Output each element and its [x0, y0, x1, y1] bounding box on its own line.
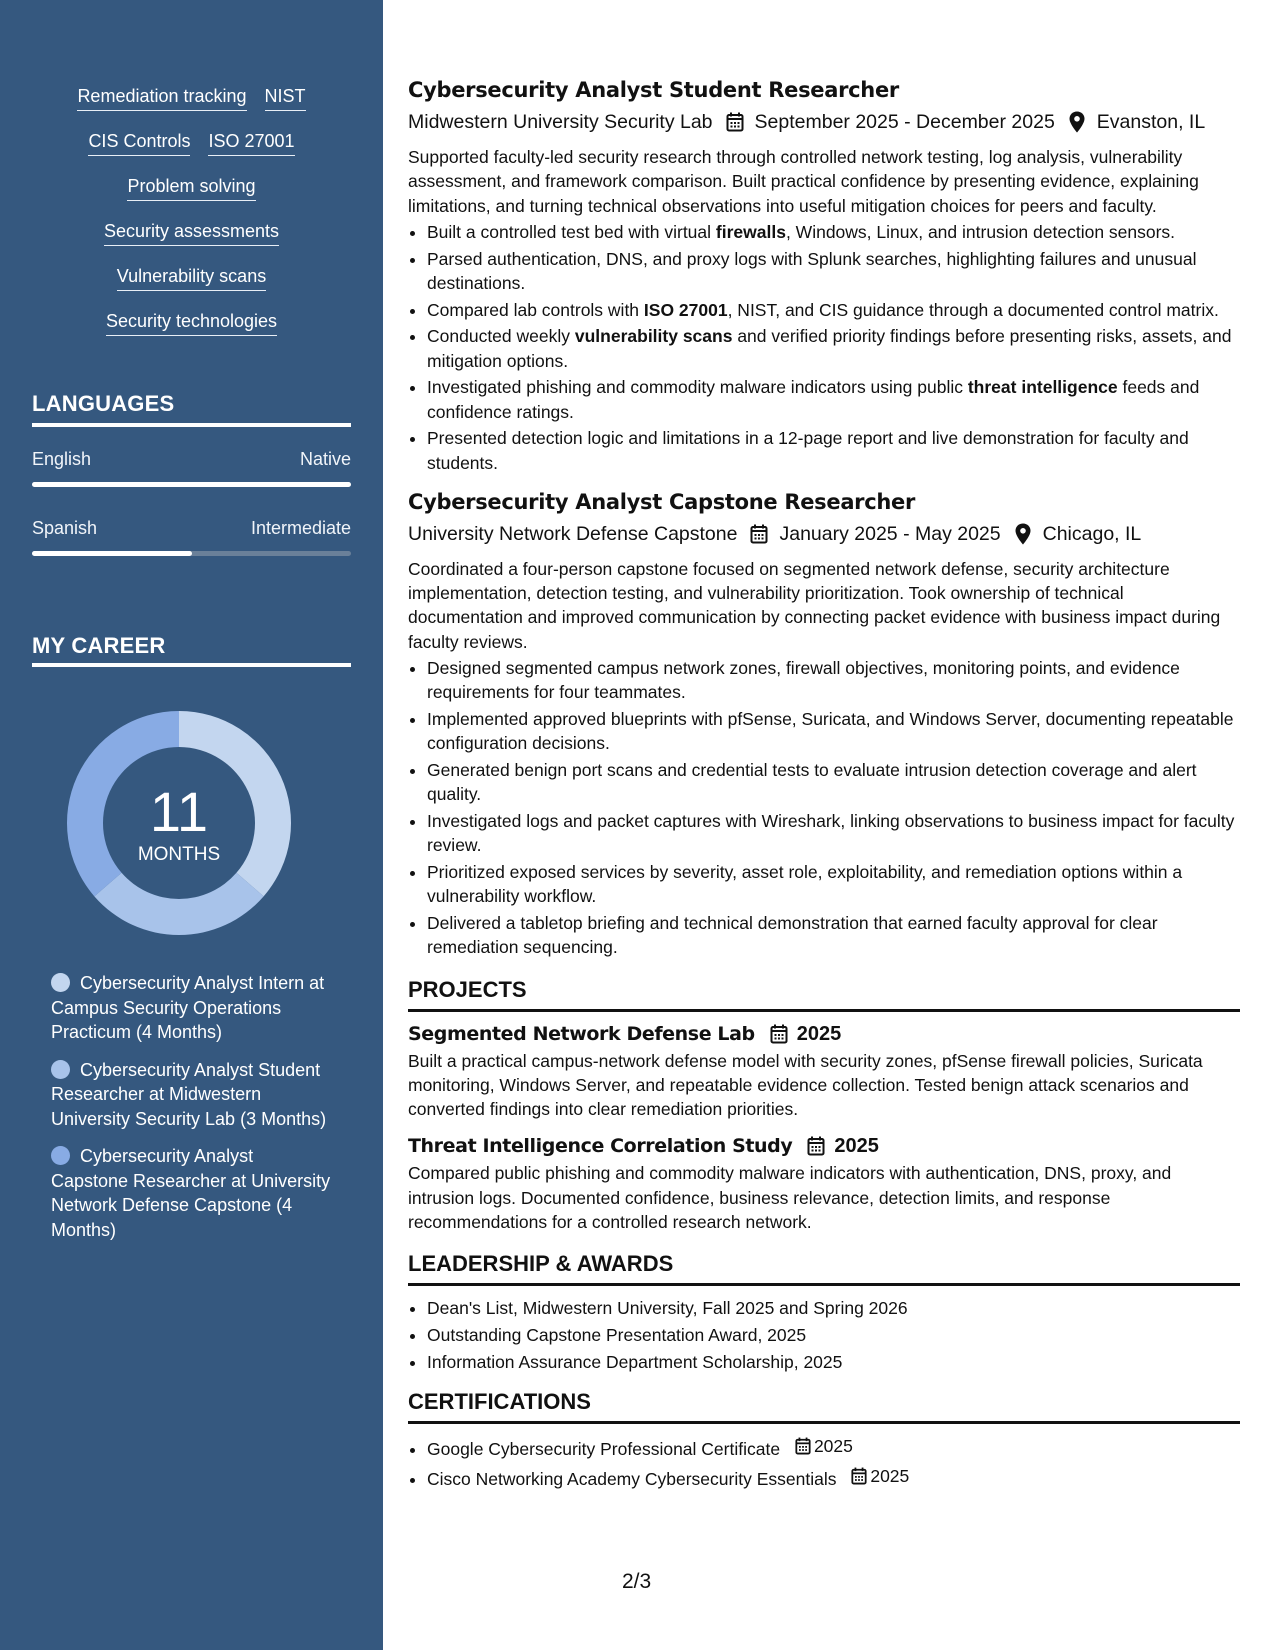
- language-bar-fill: [32, 551, 192, 556]
- languages-heading: LANGUAGES: [32, 391, 175, 416]
- legend-dot-icon: [51, 1146, 70, 1165]
- project-entry: [408, 1020, 1240, 1122]
- certification-year: 2025: [870, 1465, 910, 1486]
- projects-section: [408, 976, 1240, 1235]
- projects-heading: PROJECTS: [408, 976, 527, 1002]
- job-location: Evanston, IL: [1096, 111, 1206, 133]
- language-spanish: [32, 518, 351, 556]
- skill-tag: Security assessments: [104, 219, 279, 246]
- bullet-text: Conducted weekly: [427, 326, 575, 347]
- skill-tag: Security technologies: [106, 309, 277, 336]
- project-title-row: [408, 1020, 1240, 1048]
- job-bullet: [427, 911, 1240, 960]
- main-content: [408, 76, 1240, 1494]
- skills-list: [32, 84, 351, 354]
- job-bullets: [408, 220, 1240, 475]
- certification-name: Cisco Networking Academy Cybersecurity Essentials: [427, 1468, 837, 1489]
- career-total-unit: MONTHS: [137, 844, 221, 865]
- career-legend-item: [51, 1144, 331, 1242]
- career-legend-item: [51, 971, 331, 1045]
- skill-tag: NIST: [265, 84, 306, 111]
- bullet-text: , Windows, Linux, and intrusion detection sensors.: [785, 221, 1176, 242]
- job-bullets: [408, 656, 1240, 960]
- bullet-keyword: threat intelligence: [967, 377, 1118, 398]
- leadership-heading: LEADERSHIP & AWARDS: [408, 1251, 674, 1277]
- bullet-text: Built a controlled test bed with virtual: [427, 221, 716, 242]
- bullet-text: and verified priority findings before presenting risks, assets, and mitigation options.: [427, 326, 1232, 371]
- section-rule: [408, 1421, 1240, 1424]
- project-title: Segmented Network Defense Lab: [408, 1022, 755, 1045]
- certification-year: 2025: [813, 1435, 853, 1456]
- job-location: Chicago, IL: [1042, 522, 1142, 545]
- job-title: Cybersecurity Analyst Capstone Researcher: [408, 489, 916, 514]
- bullet-text: Prioritized exposed services by severity, asset role, exploitability, and remediation options within a vulnerability workflow.: [427, 861, 1183, 907]
- skill-tag: Vulnerability scans: [117, 264, 266, 291]
- skill-row: [32, 174, 351, 219]
- job-org: Midwestern University Security Lab: [408, 111, 713, 133]
- certifications-list: [408, 1434, 1240, 1491]
- skill-row: [32, 309, 351, 354]
- calendar-icon: [795, 1437, 811, 1455]
- job-bullet: [427, 707, 1240, 756]
- section-rule: [408, 1283, 1240, 1286]
- language-english: [32, 449, 351, 487]
- bullet-text: feeds and confidence ratings.: [427, 377, 1200, 422]
- job-bullet: [427, 298, 1240, 322]
- sidebar: [0, 0, 383, 1650]
- calendar-icon: [747, 522, 771, 546]
- job-org: University Network Defense Capstone: [408, 522, 738, 545]
- skill-row: [32, 84, 351, 129]
- certification-date: [851, 1464, 909, 1488]
- project-description: Compared public phishing and commodity malware indicators with authentication, DNS, proxy, and intrusion logs. Documented confidence, business relevance, detection limits, and response recommendations for a controlled research network.: [408, 1163, 1172, 1232]
- map-pin-icon: [1065, 110, 1089, 134]
- career-rule: [32, 663, 351, 667]
- job-title: Cybersecurity Analyst Student Researcher: [408, 78, 899, 102]
- job-bullet: [427, 324, 1240, 373]
- skill-tag: Problem solving: [127, 174, 255, 201]
- skill-row: [32, 264, 351, 309]
- calendar-icon: [767, 1022, 791, 1046]
- award-item: • Dean's List, Midwestern University, Fall 2025 and Spring 2026: [427, 1296, 1240, 1320]
- award-item: • Information Assurance Department Scholarship, 2025: [427, 1350, 1240, 1374]
- career-donut-chart: [66, 710, 292, 936]
- job-bullet: [427, 860, 1240, 909]
- bullet-text: Presented detection logic and limitations in a 12-page report and live demonstration for faculty and students.: [427, 428, 1189, 473]
- calendar-icon: [851, 1467, 867, 1485]
- certification-name: Google Cybersecurity Professional Certificate: [427, 1439, 781, 1460]
- calendar-icon: [723, 110, 747, 134]
- bullet-text: Compared lab controls with: [427, 299, 644, 320]
- skill-tag: CIS Controls: [88, 129, 190, 156]
- bullet-text: Delivered a tabletop briefing and technical demonstration that earned faculty approval for clear remediation sequencing.: [427, 912, 1158, 958]
- skill-row: [32, 129, 351, 174]
- career-legend-item: [51, 1058, 331, 1132]
- job-entry: [408, 76, 1240, 475]
- job-bullet: [427, 656, 1240, 705]
- language-bar: [32, 551, 351, 556]
- leadership-section: [408, 1250, 1240, 1374]
- job-bullet: [427, 758, 1240, 807]
- legend-dot-icon: [51, 1060, 70, 1079]
- project-entry: [408, 1132, 1240, 1234]
- career-legend-text: Cybersecurity Analyst Student Researcher at Midwestern University Security Lab (3 Months): [51, 1059, 327, 1129]
- map-pin-icon: [1011, 522, 1035, 546]
- bullet-text: , NIST, and CIS guidance through a documented control matrix.: [727, 299, 1219, 320]
- project-title: Threat Intelligence Correlation Study: [408, 1135, 793, 1158]
- job-entry: [408, 488, 1240, 960]
- project-year: 2025: [796, 1022, 842, 1045]
- language-bar: [32, 482, 351, 487]
- career-heading: MY CAREER: [32, 633, 166, 658]
- certification-date: [795, 1434, 853, 1458]
- certifications-section: [408, 1388, 1240, 1491]
- job-bullet: [427, 809, 1240, 858]
- language-level: Intermediate: [250, 518, 351, 538]
- job-summary: Coordinated a four-person capstone focused on segmented network defense, security architecture implementation, detection testing, and vulnerability prioritization. Took ownership of technical documentation and improved communication by connecting packet evidence with business impact during faculty reviews.: [408, 558, 1221, 652]
- bullet-text: Investigated phishing and commodity malware indicators using public: [427, 377, 968, 398]
- career-legend-text: Cybersecurity Analyst Intern at Campus Security Operations Practicum (4 Months): [51, 973, 325, 1042]
- award-item: • Outstanding Capstone Presentation Award, 2025: [427, 1323, 1240, 1347]
- job-bullet: [427, 375, 1240, 424]
- leadership-list: [408, 1296, 1240, 1374]
- language-bar-fill: [32, 482, 351, 487]
- skill-tag: Remediation tracking: [77, 84, 246, 111]
- job-bullet: [427, 220, 1240, 244]
- legend-dot-icon: [51, 973, 70, 992]
- career-legend: [51, 971, 331, 1255]
- project-description: Built a practical campus-network defense model with security zones, pfSense firewall policies, Suricata monitoring, Windows Server, and repeatable evidence collection. Tested benign attack scenarios and converted findings into clear remediation priorities.: [408, 1050, 1203, 1120]
- bullet-text: Implemented approved blueprints with pfSense, Suricata, and Windows Server, documenting repeatable configuration decisions.: [427, 708, 1234, 754]
- job-dates: January 2025 - May 2025: [779, 522, 1001, 545]
- skill-row: [32, 219, 351, 264]
- page-number: 2/3: [622, 1570, 652, 1593]
- bullet-keyword: firewalls: [715, 221, 786, 242]
- calendar-icon: [804, 1134, 828, 1158]
- language-level: Native: [299, 449, 351, 469]
- certification-item: [427, 1434, 1240, 1461]
- bullet-text: Investigated logs and packet captures with Wireshark, linking observations to business impact for faculty review.: [427, 810, 1235, 856]
- career-total-number: 11: [149, 780, 209, 843]
- languages-rule: [32, 423, 351, 427]
- bullet-text: Generated benign port scans and credential tests to evaluate intrusion detection coverage and alert quality.: [427, 759, 1197, 805]
- job-meta: [408, 107, 1240, 137]
- language-name: Spanish: [32, 518, 98, 538]
- skill-tag: ISO 27001: [208, 129, 294, 156]
- language-name: English: [32, 449, 92, 469]
- certification-item: [427, 1464, 1240, 1491]
- donut-slice: [94, 873, 263, 935]
- job-dates: September 2025 - December 2025: [754, 111, 1055, 133]
- bullet-text: Parsed authentication, DNS, and proxy logs with Splunk searches, highlighting failures and unusual destinations.: [427, 248, 1197, 293]
- certifications-heading: CERTIFICATIONS: [408, 1388, 591, 1414]
- section-rule: [408, 1009, 1240, 1012]
- bullet-keyword: ISO 27001: [643, 299, 728, 320]
- career-legend-text: Cybersecurity Analyst Capstone Researcher at University Network Defense Capstone (4 Months): [51, 1146, 331, 1240]
- job-summary: Supported faculty-led security research through controlled network testing, log analysis, vulnerability assessment, and framework comparison. Built practical confidence by presenting evidence, explaining limitations, and turning technical observations into useful mitigation choices for peers and faculty.: [408, 147, 1199, 216]
- job-bullet: [427, 426, 1240, 475]
- job-bullet: [427, 247, 1240, 296]
- bullet-text: Designed segmented campus network zones, firewall objectives, monitoring points, and evidence requirements for four teammates.: [427, 658, 1180, 703]
- job-meta: [408, 519, 1240, 549]
- project-year: 2025: [834, 1135, 879, 1158]
- project-title-row: [408, 1132, 1240, 1160]
- bullet-keyword: vulnerability scans: [574, 326, 733, 347]
